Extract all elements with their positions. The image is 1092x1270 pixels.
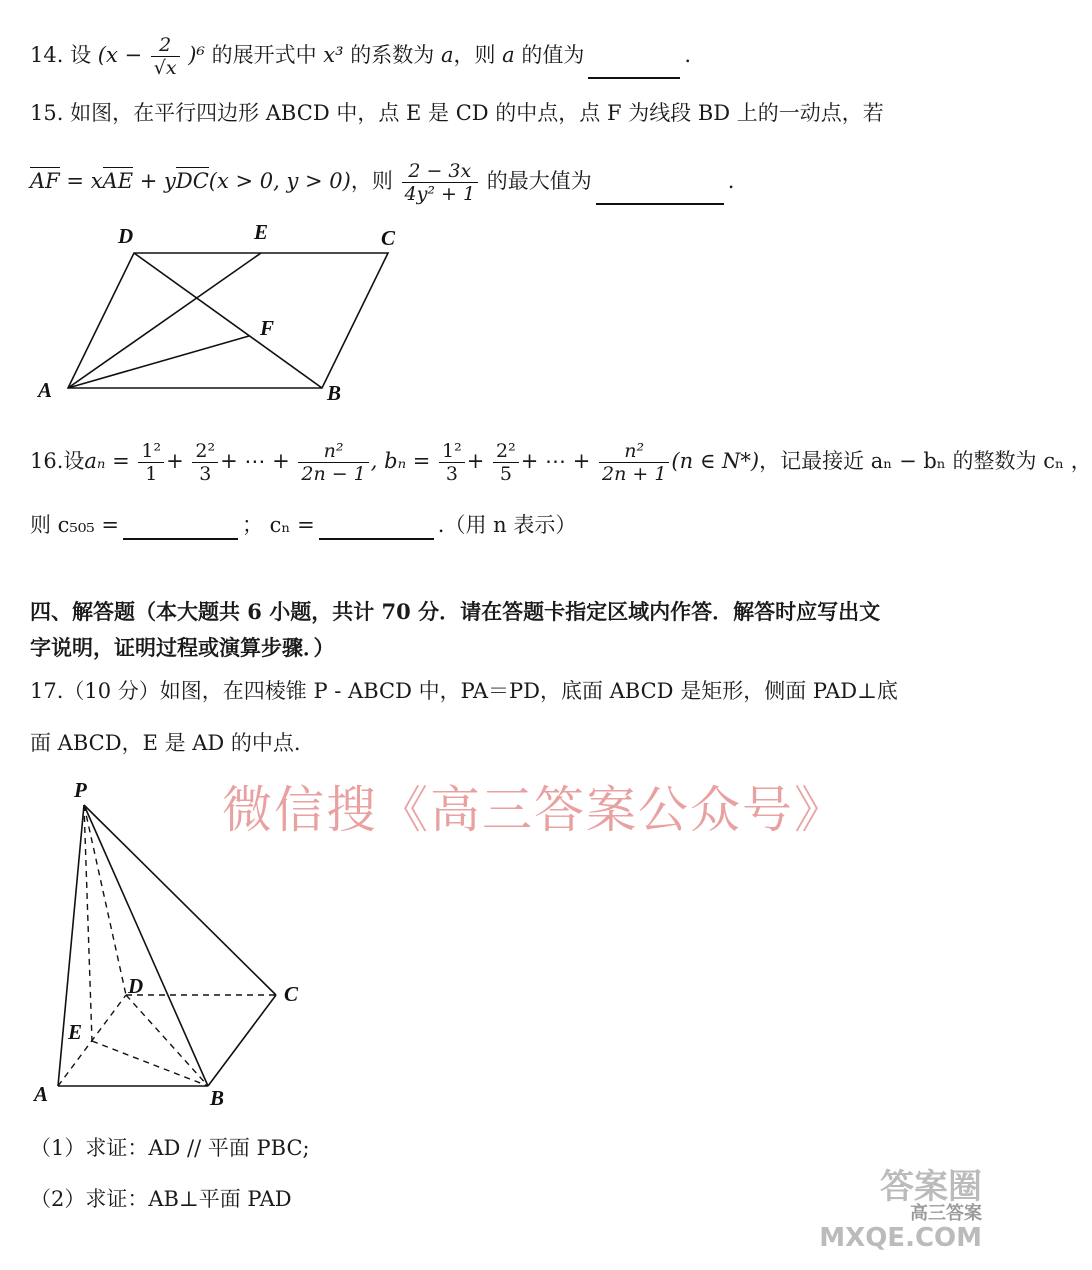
q16-cn-label: ； cₙ =: [241, 513, 315, 537]
q14-text: 设: [70, 43, 92, 67]
q14-expr: (x −: [97, 43, 143, 67]
q14-frac-den: √x: [153, 57, 177, 79]
question-16-line1: 16.设aₙ = $\frac{\text{1²}}{1}$ + $\frac{\text{2²}}{3}$ + ⋯ + $\frac{\text{n²}}{2n - 1}$ , bₙ = $\frac{\text{1²}}{3}$ + $\frac{\text{2²}}{5}$ + ⋯ + $\frac{\text{n²}}{2n + 1}$ (n ∈ N*)，记最接近 aₙ − bₙ 的整数为 cₙ ，: [30, 440, 1092, 485]
frac-num: 2²: [493, 440, 519, 463]
label-d: D: [128, 974, 144, 998]
label-c: C: [284, 982, 299, 1006]
vector-ae: AE: [102, 169, 134, 193]
segment-af: [68, 336, 249, 388]
q16-condition: (n ∈ N*): [671, 449, 760, 473]
question-15-line2: [30, 160, 734, 205]
q16-a-term2: [192, 440, 218, 485]
q14-end: .: [684, 43, 692, 67]
segment-ae: [68, 253, 261, 388]
watermark-text: 微信搜《高三答案公众号》: [222, 781, 846, 839]
frac-den: 3: [445, 463, 458, 485]
q14-expr-power: )⁶: [188, 43, 205, 67]
section-4-header-line1: 四、解答题（本大题共 6 小题，共计 70 分．请在答题卡指定区域内作答．解答时应写出文: [30, 599, 881, 624]
edge-bc: [208, 995, 276, 1086]
q16-an: aₙ =: [84, 449, 130, 473]
q14-var: a: [502, 43, 515, 67]
label-b: B: [210, 1086, 225, 1110]
q14-text: 的值为: [521, 43, 585, 67]
q15-plus: + y: [133, 169, 176, 193]
q16-b-term2: [493, 440, 519, 485]
q16-dots: + ⋯ +: [520, 449, 591, 473]
question-16-line2: [30, 510, 576, 540]
q16-number: 16.: [30, 449, 64, 473]
section-4-header-line2: 字说明，证明过程或演算步骤．）: [30, 635, 335, 660]
edge-pe-hidden: [84, 805, 92, 1041]
q16-c505-blank[interactable]: [123, 538, 238, 540]
label-e: E: [254, 220, 269, 244]
q16-a-term1: [138, 440, 164, 485]
corner-sub: 高三答案: [910, 1203, 982, 1224]
q15-frac-den: 4y² + 1: [404, 183, 476, 205]
q15-text: ，则: [350, 169, 393, 193]
frac-den: 2n + 1: [602, 463, 667, 485]
frac-den: 2n − 1: [301, 463, 366, 485]
q15-end: .: [727, 169, 735, 193]
q15-text: 的最大值为: [486, 169, 592, 193]
vector-dc: DC: [175, 169, 209, 193]
q15-number: 15.: [30, 101, 64, 125]
q16-b-termn: [599, 440, 669, 485]
edge-pb: [84, 805, 208, 1086]
q15-fraction: [402, 160, 479, 205]
corner-logo: 答案圈: [880, 1167, 982, 1207]
q15-frac-num: 2 − 3x: [402, 160, 479, 183]
question-17-line1: 17.（10 分）如图，在四棱锥 P - ABCD 中，PA＝PD，底面 ABCD 是矩形，侧面 PAD⊥底: [30, 679, 898, 703]
q14-text: 的系数为: [350, 43, 435, 67]
frac-num: 1²: [138, 440, 164, 463]
q14-text: 的展开式中: [211, 43, 317, 67]
q14-fraction: [151, 34, 180, 79]
question-15-line1: [30, 98, 884, 128]
q16-c505-label: 则 c₅₀₅ =: [30, 513, 119, 537]
q17-sub2: （2）求证：AB⊥平面 PAD: [30, 1187, 292, 1211]
q14-frac-num: 2: [151, 34, 180, 57]
frac-den: 3: [199, 463, 212, 485]
q14-var: a: [440, 43, 454, 67]
q15-eq: = x: [59, 169, 103, 193]
label-f: F: [260, 316, 275, 340]
frac-den: 1: [145, 463, 158, 485]
q16-cn-blank[interactable]: [319, 538, 434, 540]
label-p: P: [74, 778, 87, 802]
pyramid-figure: [30, 775, 350, 1115]
vector-af: AF: [30, 169, 60, 193]
q16-text: ，记最接近 aₙ − bₙ 的整数为 cₙ ，: [759, 449, 1092, 473]
question-17-line2: 面 ABCD，E 是 AD 的中点.: [30, 731, 301, 755]
edge-pc: [84, 805, 276, 995]
label-b: B: [327, 381, 342, 405]
q15-text: 如图，在平行四边形 ABCD 中，点 E 是 CD 的中点，点 F 为线段 BD 上的一动点，若: [70, 101, 884, 125]
q16-dots: + ⋯ +: [220, 449, 290, 473]
q14-var: x³: [323, 43, 344, 67]
edge-db-hidden: [126, 995, 208, 1086]
q16-b-term1: [439, 440, 465, 485]
label-e: E: [68, 1020, 83, 1044]
q15-answer-blank[interactable]: [596, 203, 724, 205]
corner-url: MXQE.COM: [819, 1223, 982, 1253]
q15-condition: (x > 0, y > 0): [208, 169, 351, 193]
label-c: C: [381, 226, 396, 250]
q14-number: 14.: [30, 43, 64, 67]
corner-watermark: [819, 1167, 982, 1253]
q17-sub1: （1）求证：AD // 平面 PBC;: [30, 1136, 310, 1160]
q14-answer-blank[interactable]: [588, 77, 680, 79]
question-14: [30, 34, 691, 79]
label-a: A: [34, 1082, 49, 1106]
frac-den: 5: [499, 463, 512, 485]
frac-num: n²: [599, 440, 669, 463]
q16-text: 设: [63, 449, 85, 473]
frac-num: 1²: [439, 440, 465, 463]
q16-bn: , bₙ =: [370, 449, 431, 473]
q14-text: ，则: [453, 43, 496, 67]
frac-num: n²: [298, 440, 368, 463]
frac-num: 2²: [192, 440, 218, 463]
q16-a-termn: [298, 440, 368, 485]
q16-note: .（用 n 表示）: [437, 513, 577, 537]
segment-db: [134, 253, 322, 388]
edge-pd-hidden: [84, 805, 126, 995]
label-a: A: [38, 378, 53, 402]
label-d: D: [118, 224, 134, 248]
parallelogram-figure: [30, 215, 410, 410]
